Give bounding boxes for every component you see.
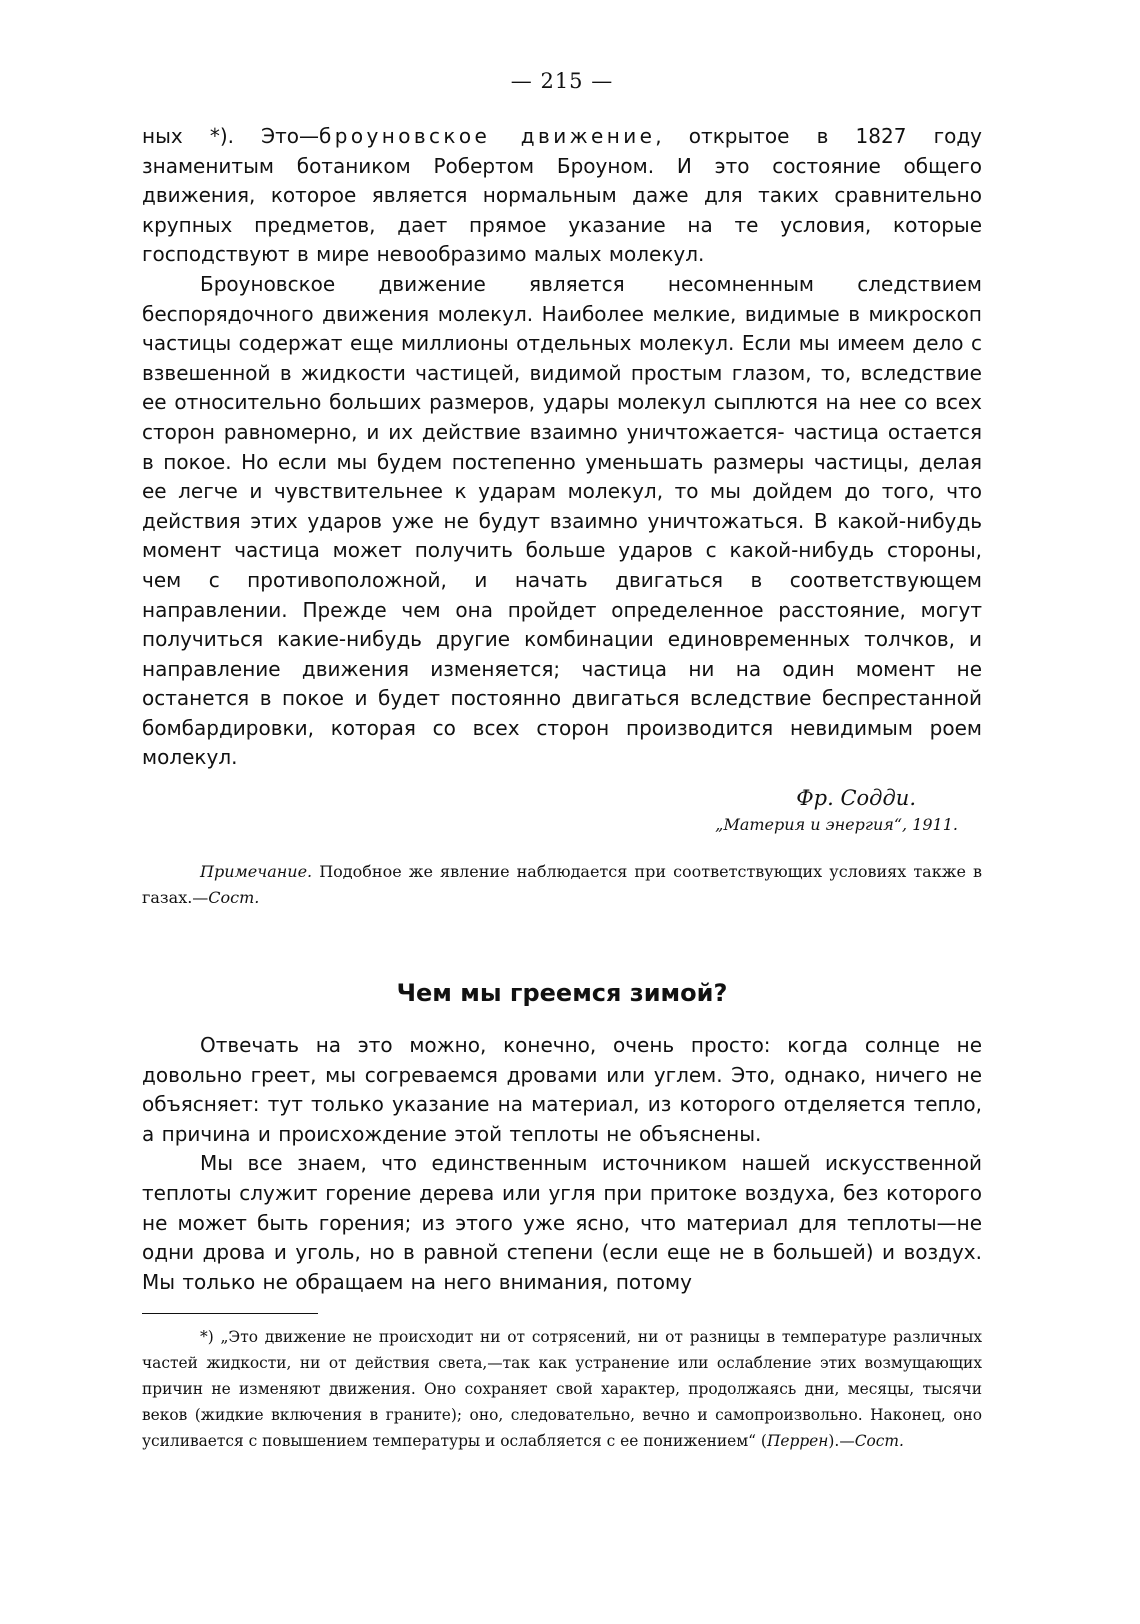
page-number: — 215 — (510, 69, 614, 93)
p1-after: , открытое в 1827 году знаменитым ботаником Робертом Броуном. И это состояние общего движения, которое является нормальным даже для таких сравнительно крупных предметов, дает прямое указание на те условия, которые господствуют в мире невообразимо малых молекул. (142, 124, 982, 267)
footnote (142, 1324, 982, 1454)
footnote-author: Перрен (766, 1432, 829, 1451)
note-text: Подобное же явление наблюдается при соответствующих условиях также в газах.— (142, 862, 982, 908)
signature-source: „Материя и энергия“, 1911. (715, 815, 958, 835)
signature-author: Фр. Содди. (796, 786, 916, 811)
footnote-text: *) „Это движение не происходит ни от сотрясений, ни от разницы в температуре различных частей жидкости, ни от действия света,—так как устранение или ослабление этих возмущающих причин не изменяют движения. Оно сохраняет свой характер, продолжаясь дни, месяцы, тысячи веков (жидкие включения в граните); оно, следовательно, вечно и самопроизвольно. Наконец, оно усиливается с повышением температуры и ослабляется с ее понижением“ ( (142, 1328, 982, 1451)
footnote-mid: ).— (828, 1432, 855, 1451)
footnote-abbr: Сост. (854, 1432, 904, 1451)
footnote-divider (142, 1313, 318, 1314)
paragraph-winter-heat-2: Мы все знаем, что единственным источником нашей искусственной теплоты служит горение дерева или угля при притоке воздуха, без которого не может быть горения; из этого уже ясно, что материал для теплоты—не одни дрова и уголь, но в равной степени (если еще не в большей) и воздух. Мы только не обращаем на него внимания, потому (142, 1151, 982, 1294)
paragraph-winter-heat-1: Отвечать на это можно, конечно, очень просто: когда солнце не довольно греет, мы согреваемся дровами или углем. Это, однако, ничего не объясняет: тут только указание на материал, из которого отделяется тепло, а причина и происхождение этой теплоты не объяснены. (142, 1033, 982, 1146)
paragraph-brownian-intro (142, 122, 982, 270)
note-label: Примечание. (200, 862, 313, 882)
paragraph-brownian-explanation: Броуновское движение является несомненным следствием беспорядочного движения молекул. Наиболее мелкие, видимые в микроскоп частицы содержат еще миллионы отдельных молекул. Если мы имеем дело с взвешенной в жидкости частицей, видимой простым глазом, то, вследствие ее относительно больших размеров, удары молекул сыплются на нее со всех сторон равномерно, и их действие взаимно уничтожается- частица остается в покое. Но если мы будем постепенно уменьшать размеры частицы, делая ее легче и чувствительнее к ударам молекул, то мы дойдем до того, что действия этих ударов уже не будут взаимно уничтожаться. В какой-нибудь момент частица может получить больше ударов с какой-нибудь стороны, чем с противоположной, и начать двигаться в соответствующем направлении. Прежде чем она пройдет определенное расстояние, могут получиться какие-нибудь другие комбинации единовременных толчков, и направление движения изменяется; частица ни на один момент не останется в покое и будет постоянно двигаться вследствие беспрестанной бомбардировки, которая со всех сторон производится невидимым роем молекул. (142, 271, 982, 770)
p1-spaced-term: броуновское движение (319, 124, 656, 148)
p1-before: ных *). Это— (142, 124, 320, 148)
editor-note (142, 859, 982, 911)
quote-signature (142, 783, 982, 837)
note-abbr: Сост. (208, 888, 260, 908)
section-title: Чем мы греемся зимой? (396, 979, 728, 1008)
